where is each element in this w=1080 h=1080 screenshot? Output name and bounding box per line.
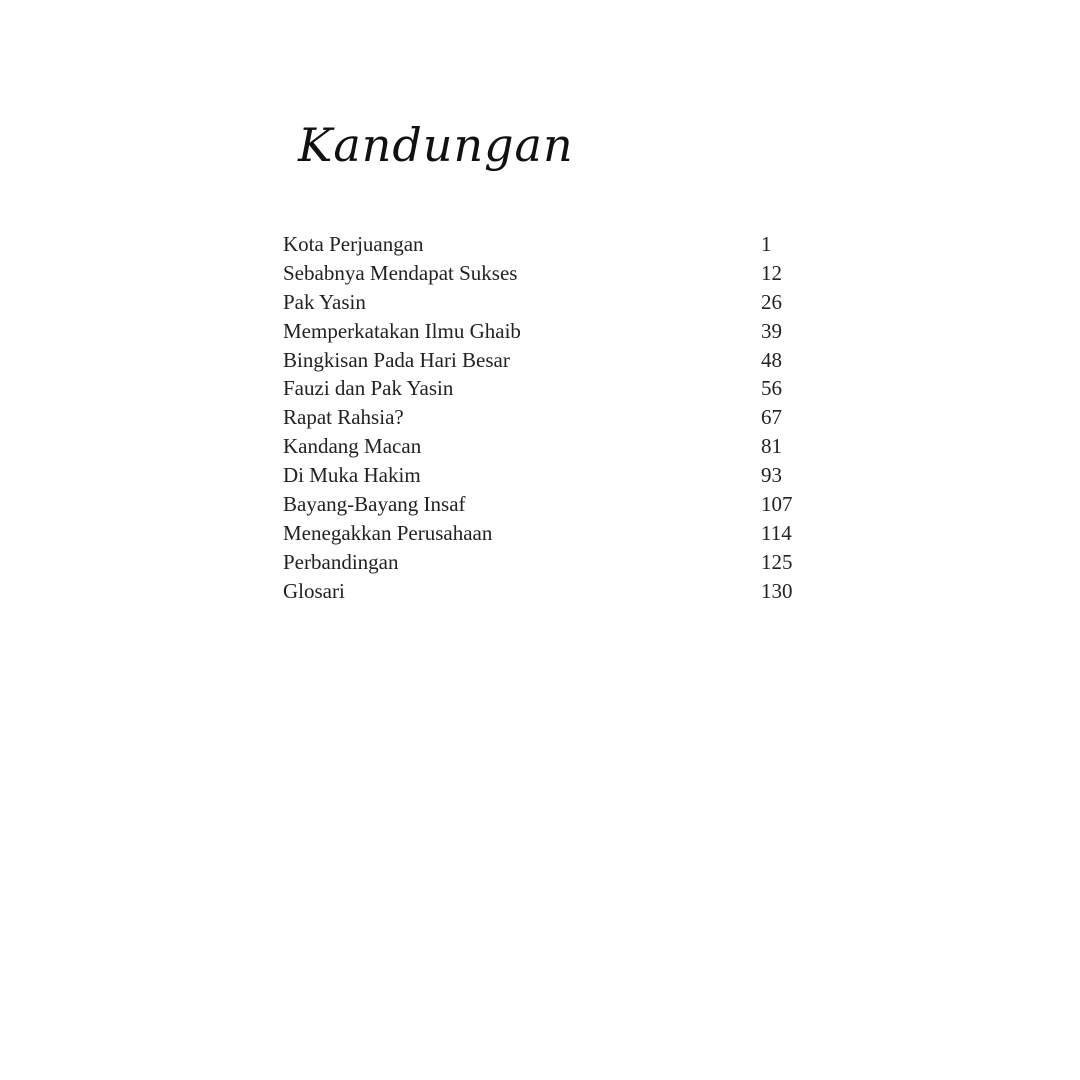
toc-entry-page: 12 [761, 260, 782, 285]
toc-entry-page: 39 [761, 318, 782, 343]
toc-entry[interactable] [283, 550, 803, 579]
toc-entry-title: Bayang-Bayang Insaf [283, 492, 466, 517]
table-of-contents [283, 232, 803, 608]
toc-entry-title: Kota Perjuangan [283, 232, 424, 256]
toc-entry-page: 56 [761, 376, 782, 401]
toc-entry-title: Memperkatakan Ilmu Ghaib [283, 318, 521, 343]
toc-entry[interactable] [283, 319, 803, 348]
toc-entry-title: Perbandingan [283, 549, 399, 574]
toc-entry-title: Sebabnya Mendapat Sukses [283, 260, 518, 285]
toc-entry-page: 114 [761, 520, 792, 545]
toc-entry[interactable] [283, 376, 803, 405]
toc-entry[interactable] [283, 261, 803, 290]
toc-entry-title: Bingkisan Pada Hari Besar [283, 347, 510, 372]
toc-entry[interactable] [283, 405, 803, 434]
toc-entry-page: 107 [761, 492, 793, 517]
toc-entry-page: 125 [761, 549, 793, 574]
toc-entry-title: Pak Yasin [283, 289, 366, 314]
page-title: Kandungan [298, 118, 574, 172]
toc-entry[interactable] [283, 232, 803, 261]
toc-entry[interactable] [283, 463, 803, 492]
toc-entry-title: Menegakkan Perusahaan [283, 520, 493, 545]
toc-entry-page: 130 [761, 578, 793, 603]
toc-entry[interactable] [283, 492, 803, 521]
toc-entry-page: 93 [761, 463, 782, 488]
toc-entry-title: Rapat Rahsia? [283, 405, 404, 430]
toc-entry[interactable] [283, 434, 803, 463]
toc-entry-page: 26 [761, 289, 782, 314]
toc-entry[interactable] [283, 521, 803, 550]
toc-entry-title: Kandang Macan [283, 434, 422, 459]
toc-entry-title: Glosari [283, 578, 345, 603]
toc-entry-title: Fauzi dan Pak Yasin [283, 376, 454, 401]
toc-entry-page: 1 [761, 232, 772, 256]
toc-entry[interactable] [283, 348, 803, 377]
toc-entry-page: 67 [761, 405, 782, 430]
toc-entry-page: 81 [761, 434, 782, 459]
toc-entry-page: 48 [761, 347, 782, 372]
toc-entry[interactable] [283, 290, 803, 319]
toc-entry[interactable] [283, 579, 803, 608]
toc-entry-title: Di Muka Hakim [283, 463, 421, 488]
